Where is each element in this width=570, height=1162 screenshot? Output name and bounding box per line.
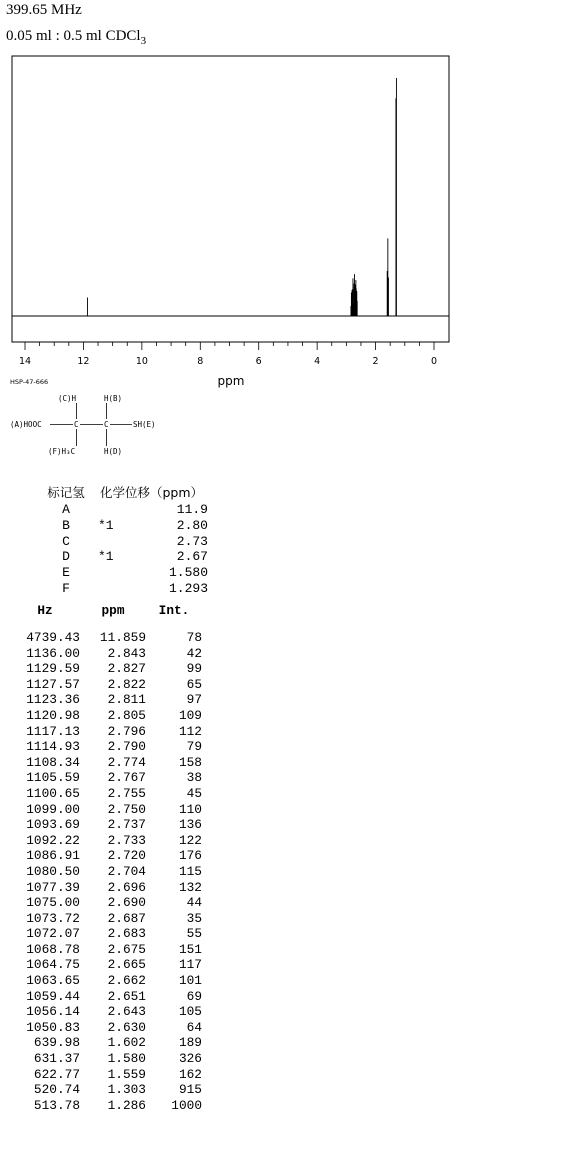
assignment-row [34, 581, 208, 597]
peak-row [10, 692, 202, 708]
assignment-row [34, 518, 208, 534]
peak-ppm: 2.811 [107, 692, 146, 708]
peak-ppm: 2.755 [107, 785, 146, 801]
peak-ppm: 2.767 [107, 770, 146, 786]
peak-ppm: 2.696 [107, 879, 146, 895]
assignment-note [98, 581, 146, 597]
x-axis-ticks [25, 342, 434, 350]
assignment-label: D [62, 549, 70, 565]
peak-row [10, 1082, 202, 1098]
x-tick-label: 6 [255, 356, 262, 367]
peak-row [10, 677, 202, 693]
peak-header-hz: Hz [37, 603, 53, 618]
peak-ppm: 2.827 [107, 661, 146, 677]
peak-hz: 1063.65 [26, 973, 80, 989]
peak-row [10, 1098, 202, 1114]
peak-hz: 1072.07 [26, 926, 80, 942]
peak-row [10, 1035, 202, 1051]
structure-carbon-2: C [104, 420, 109, 429]
assignment-row [34, 549, 208, 565]
peak-hz: 1064.75 [26, 957, 80, 973]
peak-hz: 1117.13 [26, 723, 80, 739]
peak-int: 189 [178, 1035, 202, 1051]
peak-int: 42 [186, 645, 202, 661]
assignment-note [98, 502, 146, 518]
peak-ppm: 2.750 [107, 801, 146, 817]
peak-int: 109 [178, 707, 202, 723]
peak-hz: 1120.98 [26, 707, 80, 723]
peak-int: 110 [178, 801, 202, 817]
peak-row [10, 770, 202, 786]
peak-ppm: 2.630 [107, 1019, 146, 1035]
peak-rows [10, 630, 202, 1113]
peak-hz: 1059.44 [26, 988, 80, 1004]
peak-row [10, 724, 202, 740]
peak-hz: 1056.14 [26, 1004, 80, 1020]
spectrometer-frequency: 399.65 MHz [6, 2, 82, 18]
assignment-label: C [62, 533, 70, 549]
assignment-label: E [62, 565, 70, 581]
peak-ppm: 2.843 [107, 645, 146, 661]
peak-int: 35 [186, 910, 202, 926]
peak-ppm: 1.580 [107, 1051, 146, 1067]
peak-row [10, 708, 202, 724]
peak-ppm: 2.675 [107, 941, 146, 957]
x-tick-label: 4 [314, 356, 321, 367]
peak-int: 105 [178, 1004, 202, 1020]
x-tick-label: 12 [77, 356, 90, 367]
peak-header-ppm: ppm [101, 603, 125, 618]
peak-row [10, 1067, 202, 1083]
peak-hz: 1123.36 [26, 692, 80, 708]
structure-bottom-left: (F)H₃C [48, 447, 76, 456]
peak-row [10, 1004, 202, 1020]
peak-row [10, 989, 202, 1005]
x-tick-label: 10 [135, 356, 148, 367]
peak-int: 915 [178, 1082, 202, 1098]
peak-ppm: 2.796 [107, 723, 146, 739]
peak-hz: 1068.78 [26, 941, 80, 957]
peak-ppm: 2.790 [107, 739, 146, 755]
peak-int: 122 [178, 832, 202, 848]
spectrum-code: HSP-47-666 [10, 378, 49, 386]
assignment-header-row [34, 484, 208, 502]
x-tick-label: 0 [430, 356, 438, 367]
peak-hz: 1100.65 [26, 785, 80, 801]
assignment-rows [34, 502, 208, 597]
peak-int: 115 [178, 863, 202, 879]
assignment-shift: 2.67 [176, 549, 208, 565]
peak-row [10, 911, 202, 927]
assignment-shift: 11.9 [176, 502, 208, 517]
peak-hz: 1077.39 [26, 879, 80, 895]
peak-hz: 1105.59 [26, 770, 80, 786]
peak-ppm: 2.704 [107, 863, 146, 879]
x-tick-label: 14 [18, 356, 32, 367]
peak-hz: 1073.72 [26, 910, 80, 926]
peak-row [10, 926, 202, 942]
peak-ppm: 2.774 [107, 754, 146, 770]
peak-row [10, 864, 202, 880]
peak-ppm: 2.805 [107, 707, 146, 723]
peak-hz: 1093.69 [26, 817, 80, 833]
assignment-label: F [62, 580, 70, 596]
x-tick-label: 8 [197, 356, 204, 367]
peak-int: 79 [186, 739, 202, 755]
peak-row [10, 646, 202, 662]
peak-hz: 520.74 [33, 1082, 80, 1098]
peak-row [10, 1051, 202, 1067]
assignment-shift: 1.293 [168, 580, 208, 596]
solvent-subscript: 3 [140, 35, 147, 47]
peak-ppm: 11.859 [99, 630, 146, 645]
peak-list-table [10, 602, 202, 1113]
assignment-shift: 1.580 [168, 565, 208, 581]
peak-ppm: 2.690 [107, 895, 146, 911]
peak-hz: 1092.22 [26, 832, 80, 848]
peak-hz: 1099.00 [26, 801, 80, 817]
peak-int: 65 [186, 676, 202, 692]
peak-hz: 1075.00 [26, 895, 80, 911]
structure-top-right: H(B) [104, 394, 123, 403]
peak-hz: 1129.59 [26, 661, 80, 677]
assignment-row [34, 502, 208, 518]
peak-int: 117 [178, 957, 202, 973]
peak-hz: 1114.93 [26, 739, 80, 755]
peak-int: 136 [178, 817, 202, 833]
assignment-label: B [62, 517, 70, 533]
peak-ppm: 2.643 [107, 1004, 146, 1020]
peak-row [10, 833, 202, 849]
peak-int: 44 [186, 895, 202, 911]
assignment-shift: 2.73 [176, 533, 208, 549]
peak-int: 78 [186, 630, 202, 645]
assignment-row [34, 534, 208, 550]
assignment-note [98, 534, 146, 550]
x-axis-label: ppm [217, 374, 245, 388]
structure-bottom-right: H(D) [104, 447, 123, 456]
peak-row [10, 848, 202, 864]
peak-row [10, 880, 202, 896]
peak-ppm: 1.559 [107, 1066, 146, 1082]
peak-hz: 4739.43 [26, 630, 80, 645]
assignment-note [98, 565, 146, 581]
peak-int: 1000 [171, 1097, 202, 1113]
peak-ppm: 2.687 [107, 910, 146, 926]
peak-hz: 622.77 [33, 1066, 80, 1082]
peak-hz: 1080.50 [26, 863, 80, 879]
peak-row [10, 802, 202, 818]
peak-ppm: 1.602 [107, 1035, 146, 1051]
shift-assignment-table [34, 484, 208, 597]
structure-carbon-1: C [74, 420, 79, 429]
peak-int: 38 [186, 770, 202, 786]
x-axis-tick-labels [19, 356, 437, 367]
peak-int: 45 [186, 785, 202, 801]
structure-left-group: (A)HOOC [10, 420, 42, 429]
peak-int: 99 [186, 661, 202, 677]
peak-int: 64 [186, 1019, 202, 1035]
peak-hz: 639.98 [33, 1035, 80, 1051]
assignment-note: *1 [98, 517, 114, 533]
peak-header-int: Int. [158, 603, 190, 618]
peak-int: 132 [178, 879, 202, 895]
peak-int: 97 [186, 692, 202, 708]
peak-hz: 1127.57 [26, 676, 80, 692]
peak-hz: 1050.83 [26, 1019, 80, 1035]
peak-ppm: 2.662 [107, 973, 146, 989]
peak-row [10, 661, 202, 677]
peak-int: 55 [186, 926, 202, 942]
nmr-spectrum-chart [0, 0, 570, 470]
assignment-shift: 2.80 [176, 517, 208, 533]
peak-ppm: 1.303 [107, 1082, 146, 1098]
peak-int: 112 [178, 723, 202, 739]
peak-int: 69 [186, 988, 202, 1004]
peak-hz: 513.78 [33, 1097, 80, 1113]
peak-int: 326 [178, 1051, 202, 1067]
peak-row [10, 786, 202, 802]
peak-int: 162 [178, 1066, 202, 1082]
peak-ppm: 1.286 [107, 1097, 146, 1113]
assignment-label: A [62, 502, 70, 517]
peak-hz: 1086.91 [26, 848, 80, 864]
solvent-ratio-text: 0.05 ml : 0.5 ml CDCl [6, 28, 141, 44]
structure-top-left: (C)H [58, 394, 77, 403]
peak-int: 151 [178, 941, 202, 957]
peak-row [10, 739, 202, 755]
peak-ppm: 2.665 [107, 957, 146, 973]
peak-ppm: 2.737 [107, 817, 146, 833]
assignment-note: *1 [98, 549, 114, 565]
structure-right-group: SH(E) [133, 420, 156, 429]
peak-ppm: 2.720 [107, 848, 146, 864]
peak-hz: 1108.34 [26, 754, 80, 770]
peak-row [10, 957, 202, 973]
assignment-row [34, 565, 208, 581]
peak-ppm: 2.651 [107, 988, 146, 1004]
peak-int: 176 [178, 848, 202, 864]
peak-hz: 631.37 [33, 1051, 80, 1067]
spectrum-peaks [88, 78, 397, 316]
molecular-structure [10, 394, 156, 456]
peak-ppm: 2.822 [107, 676, 146, 692]
peak-header-row [10, 602, 202, 630]
peak-row [10, 630, 202, 646]
peak-row [10, 755, 202, 771]
peak-int: 101 [178, 973, 202, 989]
peak-row [10, 895, 202, 911]
assignment-header-shift: 化学位移（ppm） [100, 485, 204, 500]
x-tick-label: 2 [372, 356, 379, 367]
peak-int: 158 [178, 754, 202, 770]
peak-row [10, 817, 202, 833]
peak-row [10, 973, 202, 989]
peak-row [10, 1020, 202, 1036]
peak-ppm: 2.683 [107, 926, 146, 942]
assignment-header-label: 标记氢 [47, 485, 85, 500]
peak-ppm: 2.733 [107, 832, 146, 848]
peak-hz: 1136.00 [26, 645, 80, 661]
peak-row [10, 942, 202, 958]
plot-frame [12, 56, 449, 342]
